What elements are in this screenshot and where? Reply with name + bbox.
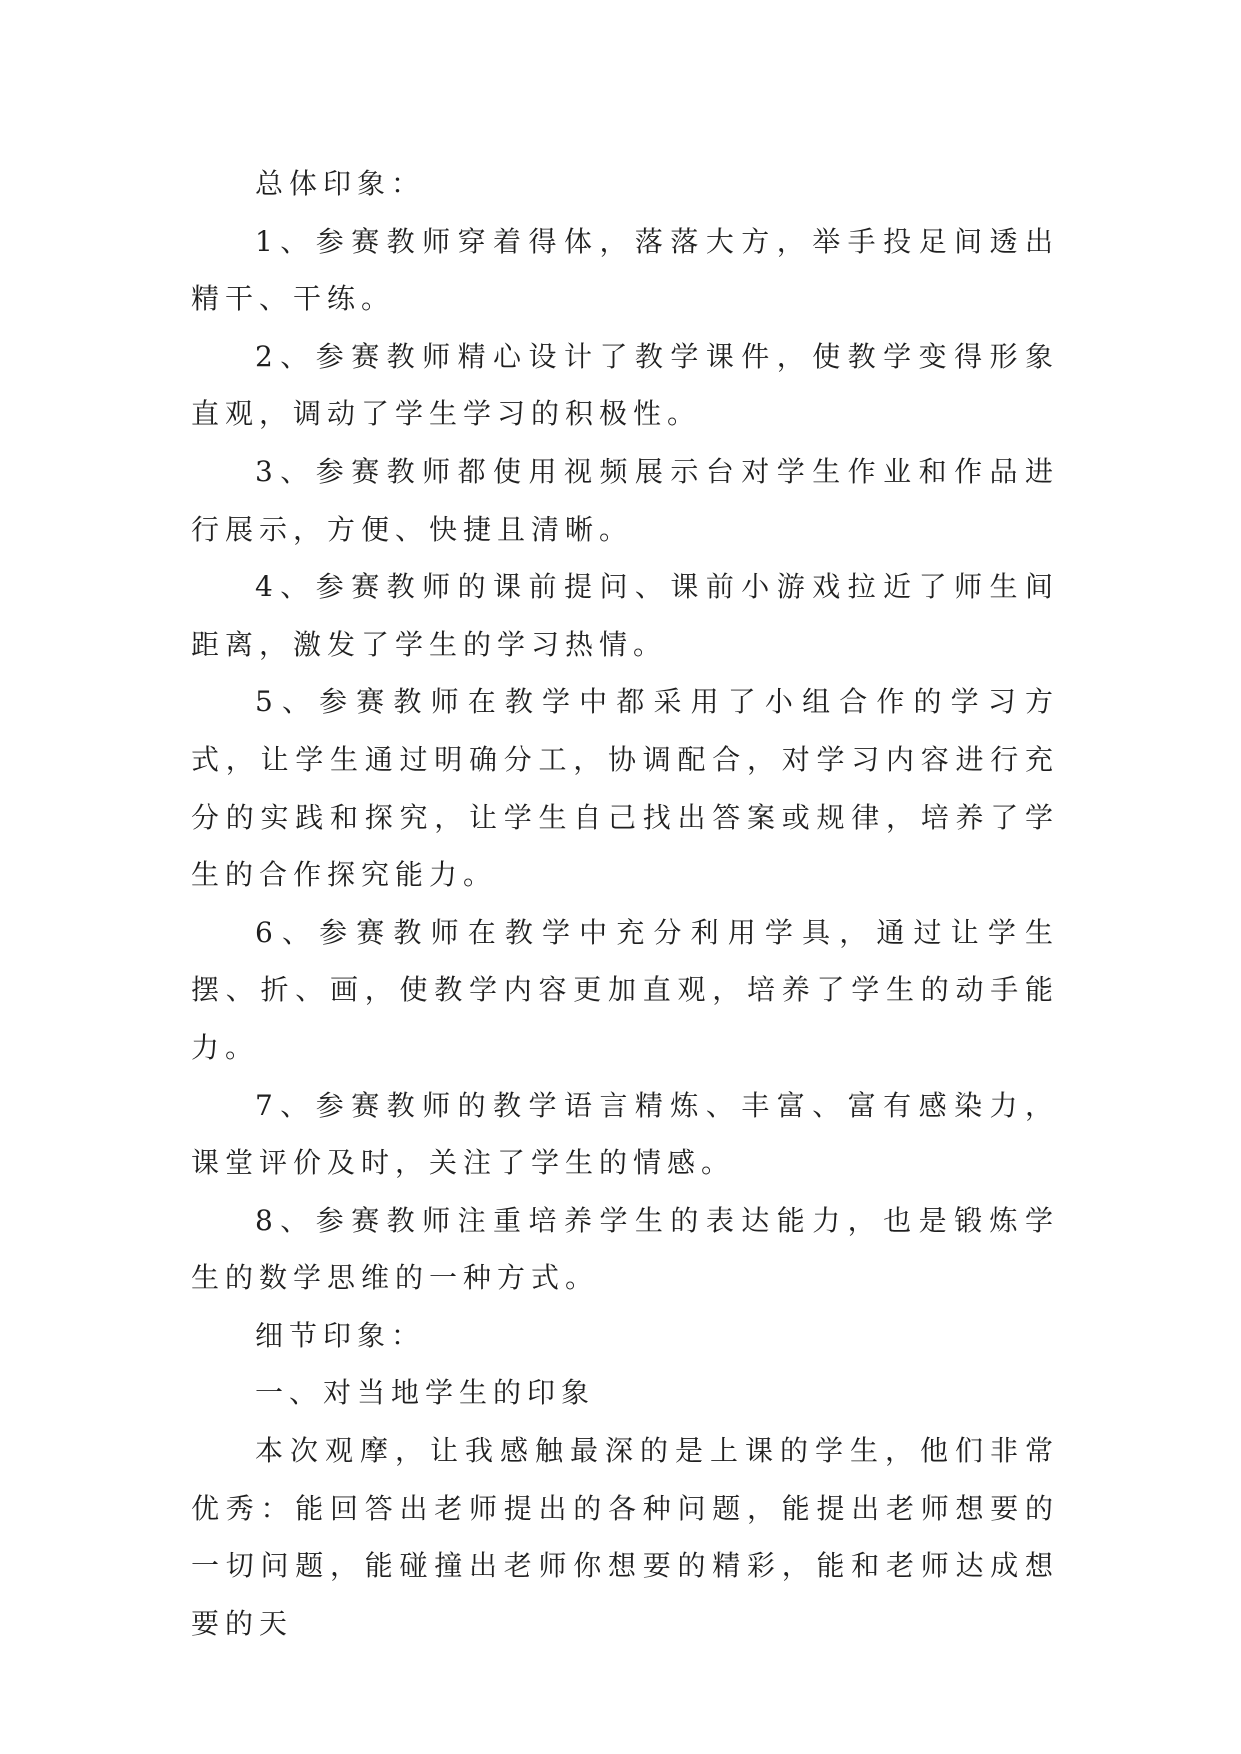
paragraph: 本次观摩，让我感触最深的是上课的学生，他们非常优秀：能回答出老师提出的各种问题，能提出老师想要的一切问题，能碰撞出老师你想要的精彩，能和老师达成想要的天 bbox=[191, 1434, 1059, 1640]
subheading: 一、对当地学生的印象 bbox=[255, 1376, 596, 1410]
section-heading-overall: 总体印象： bbox=[255, 167, 426, 200]
paragraph: 5、参赛教师在教学中都采用了小组合作的学习方式，让学生通过明确分工，协调配合，对学习内容进行充分的实践和探究，让学生自己找出答案或规律，培养了学生的合作探究能力。 bbox=[191, 685, 1059, 892]
paragraph: 1、参赛教师穿着得体，落落大方，举手投足间透出精干、干练。 bbox=[191, 224, 1059, 316]
section-heading-detail: 细节印象： bbox=[255, 1318, 426, 1352]
paragraph: 8、参赛教师注重培养学生的表达能力，也是锻炼学生的数学思维的一种方式。 bbox=[191, 1203, 1059, 1295]
paragraph: 7、参赛教师的教学语言精炼、丰富、富有感染力，课堂评价及时，关注了学生的情感。 bbox=[191, 1088, 1059, 1180]
document-body bbox=[191, 155, 1059, 1652]
paragraph: 4、参赛教师的课前提问、课前小游戏拉近了师生间距离，激发了学生的学习热情。 bbox=[191, 570, 1059, 661]
paragraph: 3、参赛教师都使用视频展示台对学生作业和作品进行展示，方便、快捷且清晰。 bbox=[191, 454, 1059, 546]
paragraph: 6、参赛教师在教学中充分利用学具，通过让学生摆、折、画，使教学内容更加直观，培养了学生的动手能力。 bbox=[191, 915, 1059, 1064]
paragraph: 2、参赛教师精心设计了教学课件，使教学变得形象直观，调动了学生学习的积极性。 bbox=[191, 339, 1059, 431]
